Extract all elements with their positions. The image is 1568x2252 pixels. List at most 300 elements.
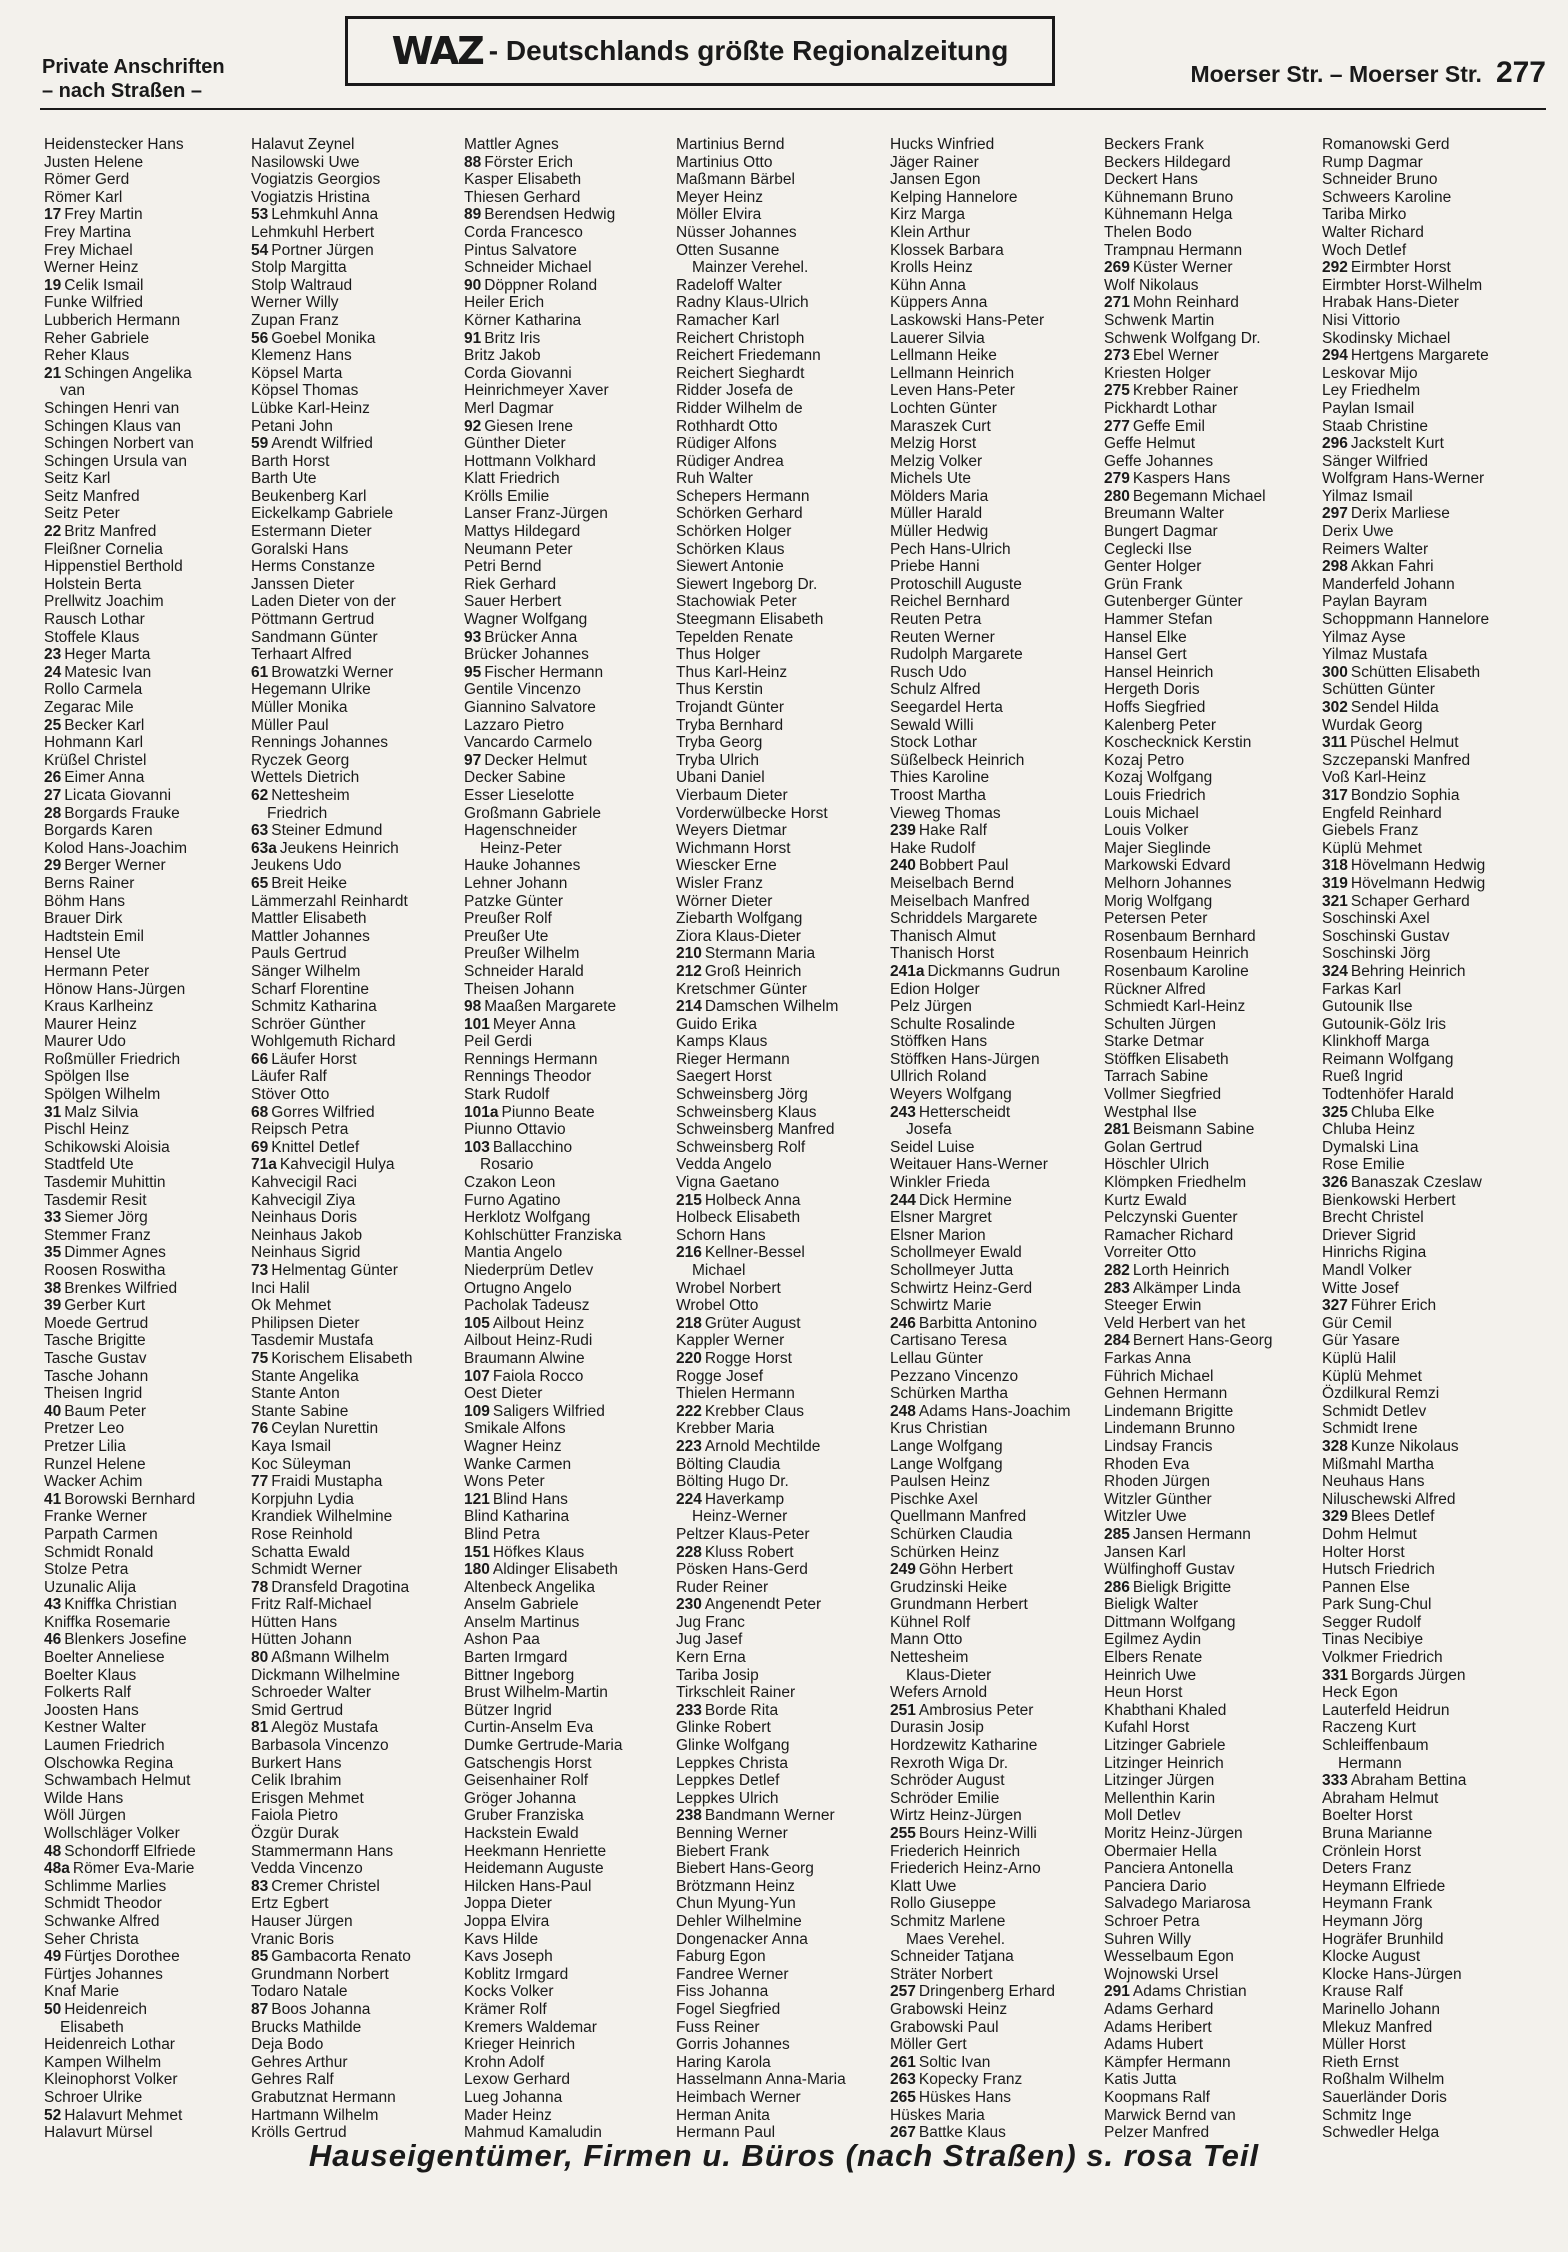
resident-entry: Läufer Ralf [251, 1068, 327, 1086]
resident-entry: Steegmann Elisabeth [676, 611, 824, 629]
resident-entry: 89 Berendsen Hedwig [464, 206, 616, 224]
resident-entry: Hordzewitz Katharine [890, 1737, 1038, 1755]
masthead-box [345, 16, 1055, 86]
resident-entry: 53 Lehmkuhl Anna [251, 206, 379, 224]
resident-entry: Schingen Klaus van [44, 417, 182, 435]
resident-entry: Ailbout Heinz-Rudi [464, 1332, 593, 1350]
resident-entry: Weyers Wolfgang [890, 1086, 1012, 1104]
house-number: 218 [676, 1314, 702, 1332]
masthead-tagline: - Deutschlands größte Regionalzeitung [488, 35, 1009, 66]
resident-entry: 267 Battke Klaus [890, 2124, 1006, 2142]
resident-entry: Schingen Norbert van [44, 435, 194, 453]
resident-entry: Hippenstiel Berthold [44, 558, 183, 576]
resident-entry: Lueg Johanna [464, 2088, 563, 2106]
house-number: 93 [464, 628, 482, 646]
resident-entry: Hagenschneider [464, 822, 577, 840]
resident-entry: Stante Sabine [251, 1402, 349, 1420]
resident-entry: Wöll Jürgen [44, 1807, 126, 1825]
resident-entry: Sauerländer Doris [1322, 2088, 1447, 2106]
resident-entry: Schütten Günter [1322, 681, 1435, 699]
resident-entry: Grundmann Herbert [890, 1596, 1028, 1614]
resident-entry: Tariba Josip [676, 1666, 759, 1684]
resident-entry: 255 Bours Heinz-Willi [890, 1825, 1037, 1842]
house-number: 251 [890, 1701, 916, 1719]
house-number: 27 [44, 786, 62, 804]
resident-entry: Pickhardt Lothar [1104, 399, 1217, 417]
resident-entry: Lämmerzahl Reinhardt [251, 892, 408, 910]
house-number: 21 [44, 364, 62, 382]
resident-entry: Breumann Walter [1104, 505, 1225, 523]
resident-entry: 43 Kniffka Christian [44, 1596, 177, 1614]
resident-entry: Bruna Marianne [1322, 1825, 1433, 1842]
resident-entry: Müller Paul [251, 716, 329, 734]
resident-entry: Beckers Frank [1104, 136, 1204, 153]
resident-entry: Majer Sieglinde [1104, 839, 1211, 857]
resident-entry: Koblitz Irmgard [464, 1965, 569, 1983]
resident-entry: Lange Wolfgang [890, 1455, 1003, 1473]
resident-entry: Schikowski Aloisia [44, 1138, 170, 1156]
resident-entry: Stöver Otto [251, 1086, 330, 1104]
resident-entry: 103 Ballacchino [464, 1138, 573, 1156]
resident-entry: Seidel Luise [890, 1138, 975, 1156]
resident-entry: Gür Yasare [1322, 1332, 1400, 1350]
resident-entry: Schroer Petra [1104, 1912, 1200, 1930]
resident-entry: Melzig Horst [890, 435, 977, 453]
resident-entry: 243 Hetterscheidt [890, 1103, 1011, 1121]
resident-entry: Moll Detlev [1104, 1807, 1181, 1825]
house-number: 311 [1322, 734, 1348, 752]
resident-entry: 292 Eirmbter Horst [1322, 259, 1451, 277]
resident-entry: 263 Kopecky Franz [890, 2071, 1023, 2089]
resident-entry: Ceglecki Ilse [1104, 540, 1192, 558]
house-number: 294 [1322, 347, 1348, 365]
resident-entry: Friederich Heinrich [890, 1842, 1021, 1860]
house-number: 327 [1322, 1297, 1348, 1315]
resident-entry: Kühn Anna [890, 276, 966, 294]
house-number: 317 [1322, 786, 1348, 804]
resident-entry: Ullrich Roland [890, 1068, 987, 1086]
resident-entry: Wiescker Erne [676, 857, 777, 875]
resident-entry: Mellenthin Karin [1104, 1789, 1216, 1807]
resident-entry: Lindemann Brigitte [1104, 1402, 1234, 1420]
resident-entry: Hucks Winfried [890, 136, 995, 153]
house-number: 52 [44, 2106, 62, 2124]
resident-entry: Hensel Ute [44, 945, 121, 963]
resident-entry: 121 Blind Hans [464, 1490, 568, 1508]
resident-entry: 83 Cremer Christel [251, 1877, 380, 1895]
resident-entry: Tasche Gustav [44, 1349, 147, 1367]
resident-entry: 105 Ailbout Heinz [464, 1314, 585, 1332]
house-number: 23 [44, 646, 62, 664]
resident-entry: Ashon Paa [464, 1631, 540, 1649]
resident-entry: Heinz-Werner [692, 1508, 788, 1526]
resident-entry: Schwedler Helga [1322, 2124, 1440, 2142]
resident-entry: Louis Friedrich [1104, 786, 1206, 804]
house-number: 281 [1104, 1121, 1130, 1139]
resident-entry: Müller Hedwig [890, 523, 989, 541]
resident-entry: Edion Holger [890, 980, 980, 998]
resident-entry: Stemmer Franz [44, 1226, 151, 1244]
resident-entry: Franke Werner [44, 1508, 148, 1526]
resident-entry: Barbasola Vincenzo [251, 1737, 389, 1755]
resident-entry: Celik Ibrahim [251, 1772, 342, 1790]
resident-entry: Krolls Heinz [890, 259, 973, 277]
resident-entry: Hrabak Hans-Dieter [1322, 294, 1459, 312]
resident-entry: Rudolph Margarete [890, 646, 1023, 664]
resident-entry: Pelzer Manfred [1104, 2124, 1210, 2142]
resident-entry: Hoffs Siegfried [1104, 699, 1206, 716]
resident-entry: Panciera Antonella [1104, 1860, 1234, 1878]
resident-entry: Pauls Gertrud [251, 945, 347, 963]
resident-entry: Schweinsberg Klaus [676, 1103, 817, 1121]
resident-entry: 277 Geffe Emil [1104, 417, 1205, 435]
house-number: 59 [251, 435, 269, 453]
resident-entry: Soschinski Gustav [1322, 927, 1450, 945]
resident-entry: Tarrach Sabine [1104, 1068, 1209, 1086]
house-number: 243 [890, 1103, 916, 1121]
resident-entry: Spölgen Wilhelm [44, 1086, 161, 1104]
resident-entry: Maurer Heinz [44, 1015, 138, 1033]
resident-entry: Hütten Hans [251, 1613, 338, 1631]
house-number: 326 [1322, 1174, 1348, 1192]
resident-entry: Schmitz Inge [1322, 2106, 1412, 2124]
resident-entry: Paylan Ismail [1322, 399, 1415, 417]
resident-entry: Thus Karl-Heinz [676, 663, 788, 681]
resident-entry: Riek Gerhard [464, 575, 557, 593]
resident-entry: Grundmann Norbert [251, 1965, 389, 1983]
resident-entry: Romanowski Gerd [1322, 136, 1450, 153]
resident-entry: Reichert Friedemann [676, 347, 821, 365]
resident-entry: Schingen Ursula van [44, 452, 188, 470]
resident-entry: 95 Fischer Hermann [464, 663, 604, 681]
resident-entry: Grabowski Heinz [890, 2000, 1008, 2018]
resident-entry: Sewald Willi [890, 716, 974, 734]
house-number: 275 [1104, 382, 1130, 400]
resident-entry: Trampnau Hermann [1104, 241, 1243, 259]
resident-entry: 324 Behring Heinrich [1322, 962, 1466, 980]
resident-entry: Höschler Ulrich [1104, 1156, 1210, 1174]
resident-entry: Anselm Martinus [464, 1613, 580, 1631]
resident-entry: 75 Korischem Elisabeth [251, 1349, 413, 1367]
resident-entry: 298 Akkan Fahri [1322, 558, 1434, 576]
house-number: 105 [464, 1314, 490, 1332]
resident-entry: Weitauer Hans-Werner [890, 1156, 1048, 1174]
resident-entry: Klatt Uwe [890, 1877, 957, 1895]
resident-entry: 273 Ebel Werner [1104, 347, 1219, 365]
resident-entry: Koopmans Ralf [1104, 2088, 1210, 2106]
resident-entry: Schmitz Katharina [251, 998, 377, 1016]
street-range: Moerser Str. – Moerser Str. [1190, 61, 1482, 87]
house-number: 90 [464, 276, 482, 294]
resident-entry: Hackstein Ewald [464, 1825, 579, 1842]
resident-entry: Fogel Siegfried [676, 2000, 781, 2018]
resident-entry: Pintus Salvatore [464, 241, 577, 259]
house-number: 26 [44, 769, 62, 787]
resident-entry: Schweinsberg Manfred [676, 1121, 835, 1139]
resident-entry: Wons Peter [464, 1473, 545, 1491]
house-number: 282 [1104, 1262, 1130, 1279]
resident-entry: Esser Lieselotte [464, 786, 575, 804]
resident-entry: Berns Rainer [44, 874, 135, 892]
resident-entry: Gutounik-Gölz Iris [1322, 1015, 1447, 1033]
resident-entry: Deters Franz [1322, 1860, 1412, 1878]
resident-entry: Schollmeyer Jutta [890, 1262, 1014, 1279]
resident-entry: Schwirtz Heinz-Gerd [890, 1279, 1033, 1297]
resident-entry: Hottmann Volkhard [464, 452, 596, 470]
resident-entry: Stadtfeld Ute [44, 1156, 134, 1174]
resident-entry: 87 Boos Johanna [251, 2000, 371, 2018]
resident-entry: Heidemann Auguste [464, 1860, 604, 1878]
resident-entry: Reimann Wolfgang [1322, 1050, 1454, 1068]
resident-entry: Kestner Walter [44, 1719, 146, 1737]
resident-entry: Vierbaum Dieter [676, 786, 788, 804]
resident-entry: Hohmann Karl [44, 734, 144, 752]
resident-entry: 223 Arnold Mechtilde [676, 1437, 821, 1455]
resident-entry: Klein Arthur [890, 223, 971, 241]
house-number: 244 [890, 1191, 916, 1209]
resident-entry: Korpjuhn Lydia [251, 1490, 354, 1508]
resident-entry: Ortugno Angelo [464, 1279, 572, 1297]
resident-entry: Leppkes Ulrich [676, 1789, 779, 1807]
directory-column [676, 136, 884, 2142]
house-number: 38 [44, 1279, 62, 1297]
resident-entry: Kolod Hans-Joachim [44, 839, 188, 857]
resident-entry: Egilmez Aydin [1104, 1631, 1202, 1649]
resident-entry: 22 Britz Manfred [44, 523, 157, 541]
resident-entry: Blind Petra [464, 1525, 540, 1543]
resident-entry: Rosenbaum Heinrich [1104, 945, 1249, 963]
resident-entry: 29 Berger Werner [44, 857, 166, 875]
resident-entry: Köpsel Thomas [251, 382, 359, 400]
house-number: 302 [1322, 699, 1348, 716]
resident-entry: Giebels Franz [1322, 822, 1419, 840]
resident-entry: Vogiatzis Hristina [251, 188, 370, 206]
page-number: 277 [1495, 56, 1546, 89]
resident-entry: Schmidt Irene [1322, 1420, 1418, 1438]
resident-entry: 65 Breit Heike [251, 874, 348, 892]
resident-entry: Pech Hans-Ulrich [890, 540, 1011, 558]
resident-entry: 63 Steiner Edmund [251, 822, 383, 840]
resident-entry: 93 Brücker Anna [464, 628, 578, 646]
resident-entry: Rüdiger Alfons [676, 435, 777, 453]
resident-entry: Jansen Egon [890, 171, 981, 189]
resident-entry: Brauer Dirk [44, 910, 123, 928]
resident-entry: Melhorn Johannes [1104, 874, 1232, 892]
resident-entry: Rosenbaum Karoline [1104, 962, 1249, 980]
resident-entry: Heun Horst [1104, 1684, 1183, 1702]
resident-entry: Wojnowski Ursel [1104, 1965, 1219, 1983]
house-number: 263 [890, 2071, 916, 2089]
resident-entry: Wollschläger Volker [44, 1825, 180, 1842]
directory-column [44, 136, 244, 2142]
resident-entry: Dohm Helmut [1322, 1525, 1417, 1543]
resident-entry: 296 Jackstelt Kurt [1322, 435, 1444, 453]
resident-entry: Reichel Bernhard [890, 593, 1010, 611]
house-number: 61 [251, 663, 269, 681]
resident-entry: Rogge Josef [676, 1367, 764, 1385]
resident-entry: Tirkschleit Rainer [676, 1684, 796, 1702]
resident-entry: Neinhaus Jakob [251, 1226, 363, 1244]
resident-entry: Wacker Achim [44, 1473, 143, 1491]
resident-entry: Hegemann Ulrike [251, 681, 371, 699]
resident-entry: Stöffken Elisabeth [1104, 1050, 1229, 1068]
resident-entry: Schmitz Marlene [890, 1912, 1006, 1930]
house-number: 71a [251, 1156, 277, 1174]
resident-entry: Beckers Hildegard [1104, 153, 1231, 171]
directory-column [464, 136, 672, 2142]
resident-entry: Heymann Frank [1322, 1895, 1433, 1913]
resident-entry: Mlekuz Manfred [1322, 2018, 1433, 2036]
resident-entry: Eirmbter Horst-Wilhelm [1322, 276, 1483, 294]
resident-entry: Vedda Angelo [676, 1156, 772, 1174]
resident-entry: 151 Höfkes Klaus [464, 1543, 585, 1561]
resident-entry: Wisler Franz [676, 874, 763, 892]
resident-entry: Borgards Karen [44, 822, 153, 840]
resident-entry: 180 Aldinger Elisabeth [464, 1561, 618, 1579]
resident-entry: Westphal Ilse [1104, 1103, 1197, 1121]
resident-entry: Nüsser Johannes [676, 223, 797, 241]
resident-entry: Walter Richard [1322, 223, 1424, 241]
resident-entry: Stöffken Hans [890, 1033, 988, 1051]
resident-entry: Reimers Walter [1322, 540, 1429, 558]
resident-entry: Seher Christa [44, 1930, 139, 1948]
resident-entry: Paylan Bayram [1322, 593, 1428, 611]
house-number: 297 [1322, 505, 1348, 523]
resident-entry: 291 Adams Christian [1104, 1983, 1247, 2001]
resident-entry: Hermann [1338, 1754, 1402, 1772]
house-number: 324 [1322, 962, 1348, 980]
resident-entry: 279 Kaspers Hans [1104, 470, 1231, 488]
resident-entry: 261 Soltic Ivan [890, 2053, 991, 2071]
resident-entry: Farkas Karl [1322, 980, 1402, 998]
resident-entry: 233 Borde Rita [676, 1701, 779, 1719]
resident-entry: 246 Barbitta Antonino [890, 1314, 1037, 1332]
resident-entry: Seegardel Herta [890, 699, 1003, 716]
house-number: 24 [44, 663, 62, 681]
house-number: 121 [464, 1490, 490, 1508]
resident-entry: Steeger Erwin [1104, 1297, 1202, 1315]
resident-entry: Barten Irmgard [464, 1649, 568, 1667]
resident-entry: Ramacher Richard [1104, 1226, 1234, 1244]
resident-entry: 27 Licata Giovanni [44, 786, 172, 804]
resident-entry: Reipsch Petra [251, 1121, 349, 1139]
house-number: 56 [251, 329, 269, 347]
resident-entry: 28 Borgards Frauke [44, 804, 180, 822]
resident-entry: Grudzinski Heike [890, 1578, 1008, 1596]
resident-entry: Scharf Florentine [251, 980, 370, 998]
resident-entry: 286 Bieligk Brigitte [1104, 1578, 1232, 1596]
resident-entry: Küppers Anna [890, 294, 988, 312]
resident-entry: Suhren Willy [1104, 1930, 1191, 1948]
resident-entry: Krohn Adolf [464, 2053, 545, 2071]
resident-entry: Küplü Mehmet [1322, 839, 1422, 857]
resident-entry: 300 Schütten Elisabeth [1322, 663, 1481, 681]
resident-entry: Winkler Frieda [890, 1174, 990, 1192]
resident-entry: Schwanke Alfred [44, 1912, 160, 1930]
resident-entry: Trojandt Günter [676, 699, 784, 716]
resident-entry: Smid Gertrud [251, 1701, 344, 1719]
resident-entry: Wirtz Heinz-Jürgen [890, 1807, 1022, 1825]
resident-entry: 269 Küster Werner [1104, 259, 1233, 277]
house-number: 214 [676, 998, 702, 1016]
resident-entry: Schlimme Marlies [44, 1877, 167, 1895]
resident-entry: Küplü Mehmet [1322, 1367, 1422, 1385]
resident-entry: Janssen Dieter [251, 575, 355, 593]
resident-entry: Meiselbach Manfred [890, 892, 1030, 910]
resident-entry: Hogräfer Brunhild [1322, 1930, 1444, 1948]
resident-entry: Schulte Rosalinde [890, 1015, 1015, 1033]
resident-entry: Hütten Johann [251, 1631, 352, 1649]
resident-entry: 88 Förster Erich [464, 153, 573, 171]
resident-entry: Klatt Friedrich [464, 470, 560, 488]
resident-entry: Grün Frank [1104, 575, 1183, 593]
resident-entry: Rexroth Wiga Dr. [890, 1754, 1009, 1772]
resident-entry: Geffe Johannes [1104, 452, 1214, 470]
resident-entry: Friedrich [267, 804, 328, 822]
resident-entry: Litzinger Heinrich [1104, 1754, 1224, 1772]
house-number: 269 [1104, 259, 1130, 277]
resident-entry: Funke Wilfried [44, 294, 144, 312]
house-number: 41 [44, 1490, 62, 1508]
resident-entry: Rausch Lothar [44, 611, 145, 629]
resident-entry: Mainzer Verehel. [692, 259, 809, 277]
resident-entry: Soschinski Jörg [1322, 945, 1431, 963]
resident-entry: Schwambach Helmut [44, 1772, 191, 1790]
resident-entry: Oest Dieter [464, 1385, 543, 1403]
resident-entry: Beukenberg Karl [251, 487, 367, 505]
resident-entry: Laumen Friedrich [44, 1737, 165, 1755]
resident-entry: Joppa Dieter [464, 1895, 552, 1913]
resident-entry: Radny Klaus-Ulrich [676, 294, 809, 312]
resident-entry: 283 Alkämper Linda [1104, 1279, 1241, 1297]
resident-entry: Kühnemann Bruno [1104, 188, 1234, 206]
resident-entry: Kampen Wilhelm [44, 2053, 162, 2071]
resident-entry: Schneider Bruno [1322, 171, 1438, 189]
directory-column [1322, 136, 1544, 2142]
resident-entry: Mantia Angelo [464, 1244, 563, 1262]
house-number: 292 [1322, 259, 1348, 277]
resident-entry: Petri Bernd [464, 558, 542, 576]
resident-entry: Heiler Erich [464, 294, 545, 312]
resident-entry: Thelen Bodo [1104, 223, 1192, 241]
resident-entry: Pezzano Vincenzo [890, 1367, 1019, 1385]
resident-entry: Boelter Klaus [44, 1666, 137, 1684]
resident-entry: Elbers Renate [1104, 1649, 1203, 1667]
resident-entry: Herman Anita [676, 2106, 770, 2124]
resident-entry: 40 Baum Peter [44, 1402, 147, 1420]
resident-entry: Körner Katharina [464, 311, 582, 329]
resident-entry: Wörner Dieter [676, 892, 773, 910]
resident-entry: Mattys Hildegard [464, 523, 581, 541]
house-number: 284 [1104, 1332, 1130, 1350]
resident-entry: Ziora Klaus-Dieter [676, 927, 801, 945]
house-number: 325 [1322, 1103, 1348, 1121]
resident-entry: Bittner Ingeborg [464, 1666, 575, 1684]
resident-entry: Schmidt Werner [251, 1561, 362, 1579]
resident-entry: Pöttmann Gertrud [251, 611, 375, 629]
house-number: 101 [464, 1015, 490, 1033]
resident-entry: Möller Gert [890, 2036, 967, 2054]
resident-entry: Hönow Hans-Jürgen [44, 980, 186, 998]
resident-entry: Chun Myung-Yun [676, 1895, 796, 1913]
resident-entry: Hermann Peter [44, 962, 150, 980]
house-number: 261 [890, 2053, 916, 2071]
resident-entry: Furno Agatino [464, 1191, 561, 1209]
house-number: 331 [1322, 1666, 1348, 1684]
resident-entry: Corda Giovanni [464, 364, 572, 382]
resident-entry: Kahvecigil Raci [251, 1174, 357, 1192]
resident-entry: Stante Anton [251, 1385, 340, 1403]
